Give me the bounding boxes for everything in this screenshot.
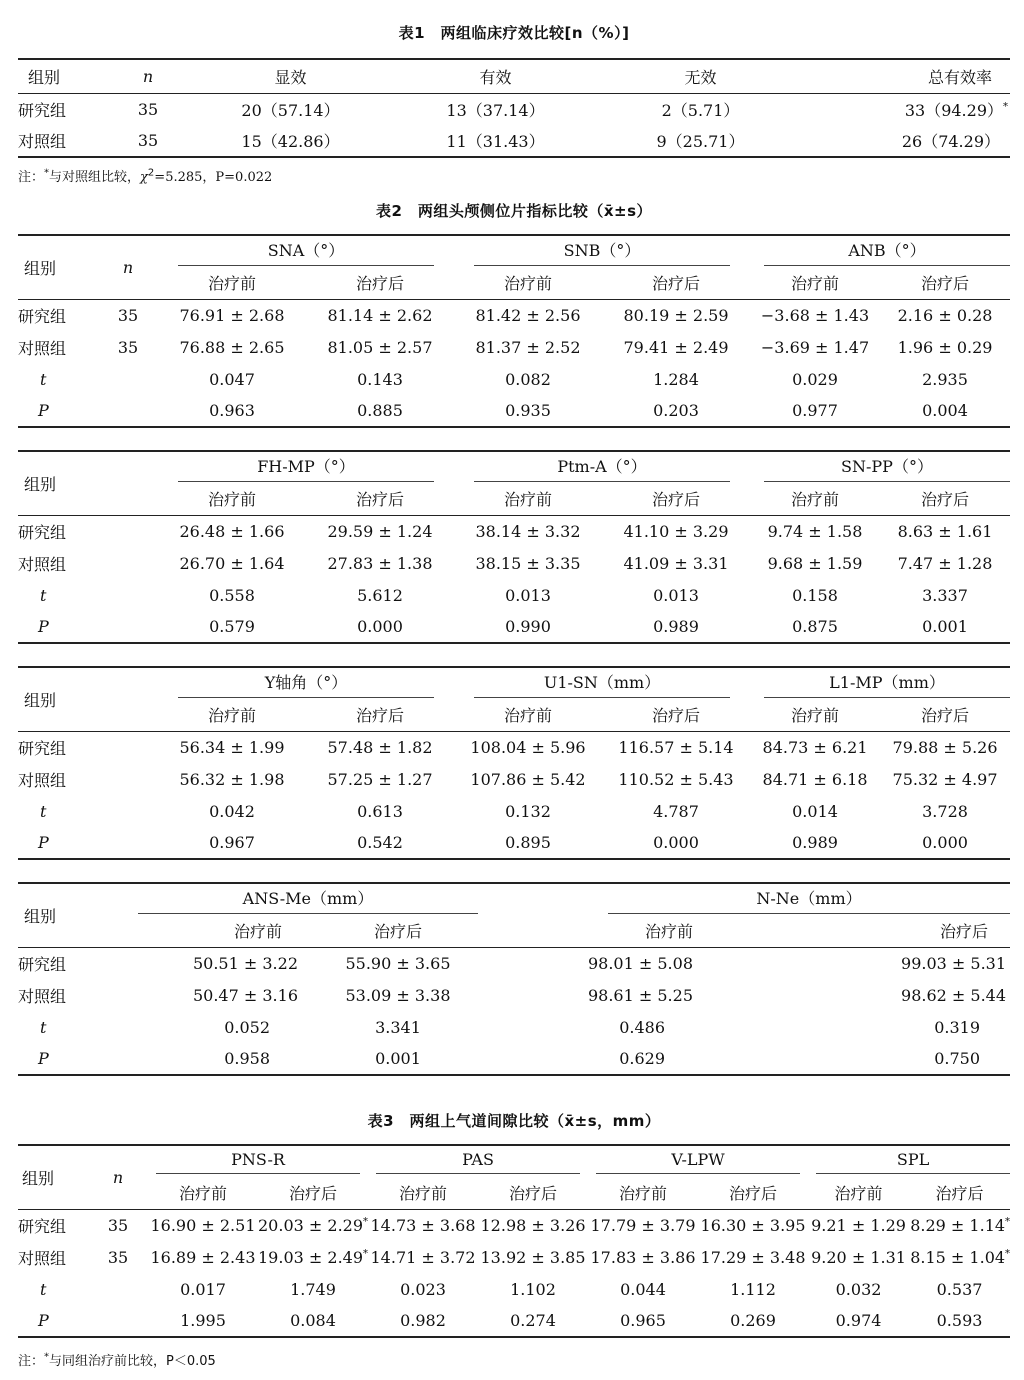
table2-measure-row xyxy=(18,667,1010,699)
table3 xyxy=(18,1144,1010,1338)
before-header: 治疗前 xyxy=(504,706,553,726)
value-cell: 81.14 ± 2.62 xyxy=(327,305,433,325)
table3-note xyxy=(18,1350,216,1369)
table-row xyxy=(18,611,1010,643)
value-cell: 16.89 ± 2.43 xyxy=(150,1247,256,1267)
value-cell: 98.01 ± 5.08 xyxy=(587,953,693,973)
n-cell: 35 xyxy=(117,305,139,325)
value-cell: 0.143 xyxy=(357,369,403,389)
value-cell: 84.73 ± 6.21 xyxy=(762,737,868,757)
table-row xyxy=(18,1241,1010,1273)
table1-cell: 11（31.43） xyxy=(446,132,545,151)
note-text: 与对照组比较， xyxy=(49,170,141,185)
value-cell: 0.958 xyxy=(224,1049,270,1068)
before-header: 治疗前 xyxy=(503,490,552,510)
value-cell: 4.787 xyxy=(653,801,699,821)
table-row xyxy=(18,763,1010,795)
group-header: 组别 xyxy=(24,258,57,278)
value-cell: 53.09 ± 3.38 xyxy=(345,985,451,1005)
measure-header: SNB（°） xyxy=(454,235,750,267)
value-cell: 14.71 ± 3.72 xyxy=(370,1247,476,1267)
value-cell: 13.92 ± 3.85 xyxy=(480,1247,586,1267)
value-cell: 50.47 ± 3.16 xyxy=(192,985,298,1005)
n-header: n xyxy=(122,257,134,277)
table1-header: 组别 xyxy=(28,67,61,87)
row-label: 研究组 xyxy=(18,522,67,542)
value-cell: 1.749 xyxy=(290,1279,336,1299)
value-cell: 0.558 xyxy=(209,585,255,605)
value-cell: 75.32 ± 4.97 xyxy=(892,769,998,789)
n-cell xyxy=(88,1305,148,1337)
row-label: 对照组 xyxy=(18,1248,67,1268)
value-cell: 16.90 ± 2.51 xyxy=(150,1215,256,1235)
value-cell: 76.88 ± 2.65 xyxy=(179,337,285,357)
row-label: P xyxy=(38,401,49,420)
value-cell: 0.013 xyxy=(653,585,699,605)
table2-measure-row xyxy=(18,883,1010,915)
value-cell: 0.989 xyxy=(653,617,699,636)
value-cell: 27.83 ± 1.38 xyxy=(327,553,433,573)
table-row xyxy=(18,947,1010,979)
table-row xyxy=(18,827,1010,859)
table-row xyxy=(18,547,1010,579)
table1-caption: 表1 两组临床疗效比较[n（%）] xyxy=(398,24,630,42)
table1-cell: 2（5.71） xyxy=(661,100,740,120)
row-label: 对照组 xyxy=(18,338,67,358)
value-cell: 2.16 ± 0.28 xyxy=(897,305,993,325)
value-cell: 0.158 xyxy=(792,585,838,605)
n-header-empty xyxy=(98,451,158,515)
table-row xyxy=(18,979,1010,1011)
table-row xyxy=(18,1209,1010,1241)
after-header: 治疗后 xyxy=(652,706,701,726)
measure-header: FH-MP（°） xyxy=(158,451,454,483)
table-row xyxy=(18,1305,1010,1337)
value-cell: 0.982 xyxy=(400,1311,446,1330)
n-cell xyxy=(98,611,158,643)
after-header: 治疗后 xyxy=(356,706,405,726)
value-cell: 76.91 ± 2.68 xyxy=(179,305,285,325)
value-cell: 99.03 ± 5.31 xyxy=(901,953,1007,973)
value-cell: 0.203 xyxy=(653,401,699,420)
note-text: 与同组治疗前比较，P＜0.05 xyxy=(49,1354,216,1369)
n-cell xyxy=(98,731,158,763)
value-cell: 0.001 xyxy=(375,1049,421,1068)
value-cell: 26.48 ± 1.66 xyxy=(179,521,285,541)
table-row xyxy=(18,331,1010,363)
after-header: 治疗后 xyxy=(940,922,989,942)
value-cell: 0.965 xyxy=(620,1311,666,1330)
row-label: P xyxy=(38,1311,49,1330)
table1-cell: 35 xyxy=(137,131,159,150)
group-header: 组别 xyxy=(24,474,57,494)
value-cell: 20.03 ± 2.29 xyxy=(258,1215,364,1235)
value-cell: 0.963 xyxy=(209,401,255,420)
value-cell-with-mark xyxy=(909,1241,1010,1273)
row-label: 研究组 xyxy=(18,1216,67,1236)
row-label: t xyxy=(40,1017,47,1037)
row-label: 对照组 xyxy=(18,986,67,1006)
before-header: 治疗前 xyxy=(207,490,256,510)
after-header: 治疗后 xyxy=(373,922,422,942)
measure-header: Ptm-A（°） xyxy=(454,451,750,483)
measure-header: L1-MP（mm） xyxy=(750,667,1010,699)
after-header: 治疗后 xyxy=(289,1184,338,1204)
value-cell: 0.579 xyxy=(209,617,255,636)
n-cell: 35 xyxy=(107,1215,129,1235)
table2-caption: 表2 两组头颅侧位片指标比较（x̄±s） xyxy=(375,202,653,220)
value-cell: 9.20 ± 1.31 xyxy=(811,1247,906,1267)
value-cell: 98.62 ± 5.44 xyxy=(901,985,1007,1005)
value-cell: 38.15 ± 3.35 xyxy=(475,553,581,573)
table-row xyxy=(18,363,1010,395)
table-row xyxy=(18,731,1010,763)
value-cell: 16.30 ± 3.95 xyxy=(700,1215,806,1235)
n-header: n xyxy=(112,1167,124,1187)
table1-cell: 9（25.71） xyxy=(656,132,745,151)
row-label: 研究组 xyxy=(18,954,67,974)
value-cell: 80.19 ± 2.59 xyxy=(623,305,729,325)
table1-header: 无效 xyxy=(684,67,717,87)
table1-cell-with-mark xyxy=(803,93,1010,125)
table-row xyxy=(18,1273,1010,1305)
before-header: 治疗前 xyxy=(399,1184,448,1204)
value-cell: 17.83 ± 3.86 xyxy=(590,1247,696,1267)
after-header: 治疗后 xyxy=(652,274,701,294)
after-header: 治疗后 xyxy=(355,490,404,510)
table-row xyxy=(18,395,1010,427)
value-cell: 5.612 xyxy=(357,585,403,605)
value-cell: 3.337 xyxy=(922,585,968,605)
n-cell xyxy=(98,515,158,547)
value-cell: 1.112 xyxy=(730,1279,776,1299)
value-cell: 0.082 xyxy=(505,369,551,389)
value-cell: 0.537 xyxy=(936,1279,983,1299)
value-cell: 108.04 ± 5.96 xyxy=(470,737,586,757)
before-header: 治疗前 xyxy=(233,922,282,942)
after-header: 治疗后 xyxy=(355,274,404,294)
table-row xyxy=(18,515,1010,547)
value-cell: 0.084 xyxy=(290,1311,336,1330)
value-cell: 0.013 xyxy=(505,585,551,605)
table2-phase-row xyxy=(18,915,1010,947)
after-header: 治疗后 xyxy=(729,1184,778,1204)
n-cell xyxy=(88,1273,148,1305)
n-cell xyxy=(98,579,158,611)
value-cell: 0.875 xyxy=(792,617,838,636)
value-cell: 107.86 ± 5.42 xyxy=(470,769,586,789)
table-row xyxy=(18,795,1010,827)
table3-measure-row xyxy=(18,1145,1010,1177)
row-label: t xyxy=(40,801,47,821)
value-cell: 0.052 xyxy=(224,1017,270,1037)
value-cell: 1.995 xyxy=(180,1311,226,1330)
value-cell: 0.274 xyxy=(510,1311,556,1330)
value-cell: 0.042 xyxy=(209,801,255,821)
table1-cell: 15（42.86） xyxy=(241,132,340,151)
table1-header: 有效 xyxy=(479,67,512,87)
before-header: 治疗前 xyxy=(207,706,256,726)
after-header: 治疗后 xyxy=(651,490,700,510)
table1 xyxy=(18,58,1010,158)
measure-header: Y轴角（°） xyxy=(158,667,454,699)
measure-header: SNA（°） xyxy=(158,235,454,267)
n-cell xyxy=(98,827,158,859)
value-cell: 0.885 xyxy=(357,401,403,420)
value-cell: 17.79 ± 3.79 xyxy=(590,1215,696,1235)
table1-cell: 对照组 xyxy=(18,132,67,151)
value-cell: 0.542 xyxy=(357,833,403,852)
value-cell: −3.69 ± 1.47 xyxy=(760,337,870,357)
before-header: 治疗前 xyxy=(790,490,839,510)
value-cell: 0.047 xyxy=(209,369,255,389)
value-cell: 0.044 xyxy=(620,1279,666,1299)
value-cell: 0.593 xyxy=(936,1311,983,1330)
note-stats: =5.285，P=0.022 xyxy=(154,170,273,185)
value-cell: 0.613 xyxy=(357,801,403,821)
value-cell: 0.750 xyxy=(934,1049,981,1068)
value-cell: 55.90 ± 3.65 xyxy=(345,953,451,973)
value-cell: 19.03 ± 2.49 xyxy=(258,1247,364,1267)
before-header: 治疗前 xyxy=(503,274,552,294)
value-cell: 0.000 xyxy=(922,833,968,852)
before-header: 治疗前 xyxy=(619,1184,668,1204)
value-cell: 7.47 ± 1.28 xyxy=(897,553,993,573)
value-cell: 0.017 xyxy=(180,1279,226,1299)
row-label: P xyxy=(38,1049,49,1068)
value-cell: 81.05 ± 2.57 xyxy=(327,337,433,357)
table2-block xyxy=(18,882,1010,1076)
significance-mark: * xyxy=(1003,101,1008,113)
value-cell: 0.032 xyxy=(835,1279,882,1299)
measure-header: V-LPW xyxy=(588,1145,808,1177)
row-label: t xyxy=(40,369,47,389)
after-header: 治疗后 xyxy=(921,274,970,294)
table2-measure-row xyxy=(18,451,1010,483)
note-mark: * xyxy=(44,1351,50,1363)
value-cell: 0.004 xyxy=(922,401,968,420)
value-cell: 0.486 xyxy=(619,1017,665,1037)
value-cell: 41.09 ± 3.31 xyxy=(623,553,729,573)
value-cell: 98.61 ± 5.25 xyxy=(587,985,693,1005)
n-cell xyxy=(98,547,158,579)
value-cell: 0.935 xyxy=(505,401,551,420)
value-cell: 0.990 xyxy=(505,617,551,636)
note-mark: * xyxy=(44,167,50,179)
value-cell-with-mark xyxy=(258,1241,368,1273)
table2-measure-row xyxy=(18,235,1010,267)
measure-header: SN-PP（°） xyxy=(750,451,1010,483)
table-row xyxy=(18,1011,1010,1043)
value-cell: 0.629 xyxy=(619,1049,665,1068)
value-cell: 0.989 xyxy=(792,833,838,852)
after-header: 治疗后 xyxy=(920,490,969,510)
before-header: 治疗前 xyxy=(834,1184,883,1204)
table1-cell: 研究组 xyxy=(18,100,67,120)
before-header: 治疗前 xyxy=(791,274,840,294)
value-cell: 1.102 xyxy=(510,1279,556,1299)
value-cell: 0.977 xyxy=(792,401,838,420)
row-label: t xyxy=(40,585,47,605)
table2-block xyxy=(18,234,1010,428)
value-cell: 56.32 ± 1.98 xyxy=(179,769,285,789)
n-cell: 35 xyxy=(107,1247,129,1267)
value-cell: 0.014 xyxy=(792,801,838,821)
table3-phase-row xyxy=(18,1177,1010,1209)
value-cell: 8.29 ± 1.14 xyxy=(910,1215,1006,1235)
n-cell xyxy=(98,395,158,427)
value-cell-with-mark xyxy=(258,1209,368,1241)
value-cell: 0.000 xyxy=(653,833,699,852)
value-cell: 0.023 xyxy=(400,1279,446,1299)
value-cell: 9.74 ± 1.58 xyxy=(767,521,863,541)
value-cell: 8.15 ± 1.04 xyxy=(910,1247,1006,1267)
value-cell: 0.319 xyxy=(934,1017,981,1037)
table2-phase-row xyxy=(18,483,1010,515)
value-cell: 57.25 ± 1.27 xyxy=(327,769,433,789)
note-chi-sup: 2 xyxy=(147,167,155,179)
measure-header: SPL xyxy=(808,1145,1010,1177)
value-cell: 26.70 ± 1.64 xyxy=(179,553,285,573)
table2-phase-row xyxy=(18,699,1010,731)
value-cell: 1.96 ± 0.29 xyxy=(897,337,993,357)
group-header: 组别 xyxy=(22,1168,55,1188)
significance-mark: * xyxy=(363,1248,369,1260)
value-cell: 116.57 ± 5.14 xyxy=(618,737,734,757)
value-cell: 57.48 ± 1.82 xyxy=(327,737,433,757)
table-row xyxy=(18,579,1010,611)
row-label: 对照组 xyxy=(18,770,67,790)
row-label: 对照组 xyxy=(18,554,67,574)
note-prefix: 注： xyxy=(18,1354,45,1369)
value-cell: 81.37 ± 2.52 xyxy=(475,337,581,357)
n-cell xyxy=(98,795,158,827)
table1-header: 总有效率 xyxy=(927,67,992,87)
measure-header: PNS-R xyxy=(148,1145,368,1177)
value-cell: 50.51 ± 3.22 xyxy=(192,953,298,973)
before-header: 治疗前 xyxy=(644,922,693,942)
value-cell: 110.52 ± 5.43 xyxy=(618,769,734,789)
table1-cell: 13（37.14） xyxy=(446,100,545,120)
value-cell: 3.728 xyxy=(922,801,968,821)
value-cell: 0.029 xyxy=(792,369,838,389)
row-label: P xyxy=(38,833,49,852)
value-cell: 81.42 ± 2.56 xyxy=(475,305,581,325)
measure-header: U1-SN（mm） xyxy=(454,667,750,699)
group-header: 组别 xyxy=(24,690,57,710)
value-cell: 29.59 ± 1.24 xyxy=(327,521,433,541)
row-label: 研究组 xyxy=(18,306,67,326)
value-cell: 0.269 xyxy=(730,1311,776,1330)
table1-cell: 35 xyxy=(137,99,159,119)
table1-header: n xyxy=(142,66,154,86)
measure-header: ANS-Me（mm） xyxy=(138,883,498,915)
value-cell: 41.10 ± 3.29 xyxy=(623,521,729,541)
n-cell: 35 xyxy=(117,337,139,357)
table1-note xyxy=(18,166,272,185)
measure-header: PAS xyxy=(368,1145,588,1177)
value-cell: 84.71 ± 6.18 xyxy=(762,769,868,789)
table-row xyxy=(18,93,1010,125)
value-cell: 79.88 ± 5.26 xyxy=(892,737,998,757)
value-cell: 9.21 ± 1.29 xyxy=(811,1215,906,1235)
value-cell: 0.001 xyxy=(922,617,968,636)
n-header-empty xyxy=(98,667,158,731)
value-cell: 0.967 xyxy=(209,833,255,852)
value-cell: 9.68 ± 1.59 xyxy=(767,553,863,573)
table3-caption: 表3 两组上气道间隙比较（x̄±s，mm） xyxy=(367,1112,661,1130)
significance-mark: * xyxy=(363,1216,369,1228)
table-row xyxy=(18,299,1010,331)
before-header: 治疗前 xyxy=(207,274,256,294)
table1-header-row xyxy=(18,59,1010,93)
table2-block xyxy=(18,450,1010,644)
n-cell xyxy=(98,763,158,795)
table1-header: 显效 xyxy=(274,67,307,87)
table2-block xyxy=(18,666,1010,860)
value-cell: −3.68 ± 1.43 xyxy=(760,305,870,325)
value-cell-with-mark xyxy=(909,1209,1010,1241)
significance-mark: * xyxy=(1005,1216,1011,1228)
table1-cell: 33（94.29） xyxy=(904,100,1003,120)
after-header: 治疗后 xyxy=(935,1184,984,1204)
after-header: 治疗后 xyxy=(509,1184,558,1204)
value-cell: 0.974 xyxy=(835,1311,882,1330)
row-label: t xyxy=(40,1279,47,1299)
value-cell: 12.98 ± 3.26 xyxy=(480,1215,586,1235)
value-cell: 79.41 ± 2.49 xyxy=(623,337,729,357)
before-header: 治疗前 xyxy=(791,706,840,726)
value-cell: 8.63 ± 1.61 xyxy=(897,521,993,541)
measure-header: N-Ne（mm） xyxy=(498,883,1010,915)
note-chi: χ xyxy=(140,170,148,185)
measure-header: ANB（°） xyxy=(750,235,1010,267)
note-prefix: 注： xyxy=(18,170,45,185)
value-cell: 56.34 ± 1.99 xyxy=(179,737,285,757)
value-cell: 0.895 xyxy=(505,833,551,852)
row-label: 研究组 xyxy=(18,738,67,758)
value-cell: 3.341 xyxy=(375,1017,421,1037)
table1-cell: 20（57.14） xyxy=(241,100,340,120)
table1-cell: 26（74.29） xyxy=(901,132,1000,151)
row-label: P xyxy=(38,617,49,636)
before-header: 治疗前 xyxy=(178,1184,227,1204)
table-row xyxy=(18,125,1010,157)
value-cell: 38.14 ± 3.32 xyxy=(475,521,581,541)
table-row xyxy=(18,1043,1010,1075)
value-cell: 0.132 xyxy=(505,801,551,821)
value-cell: 14.73 ± 3.68 xyxy=(370,1215,476,1235)
value-cell: 2.935 xyxy=(922,369,968,389)
value-cell: 1.284 xyxy=(653,369,699,389)
value-cell: 17.29 ± 3.48 xyxy=(700,1247,806,1267)
value-cell: 0.000 xyxy=(357,617,403,636)
n-cell xyxy=(98,363,158,395)
significance-mark: * xyxy=(1005,1248,1011,1260)
group-header: 组别 xyxy=(24,906,57,926)
after-header: 治疗后 xyxy=(921,706,970,726)
table2-phase-row xyxy=(18,267,1010,299)
